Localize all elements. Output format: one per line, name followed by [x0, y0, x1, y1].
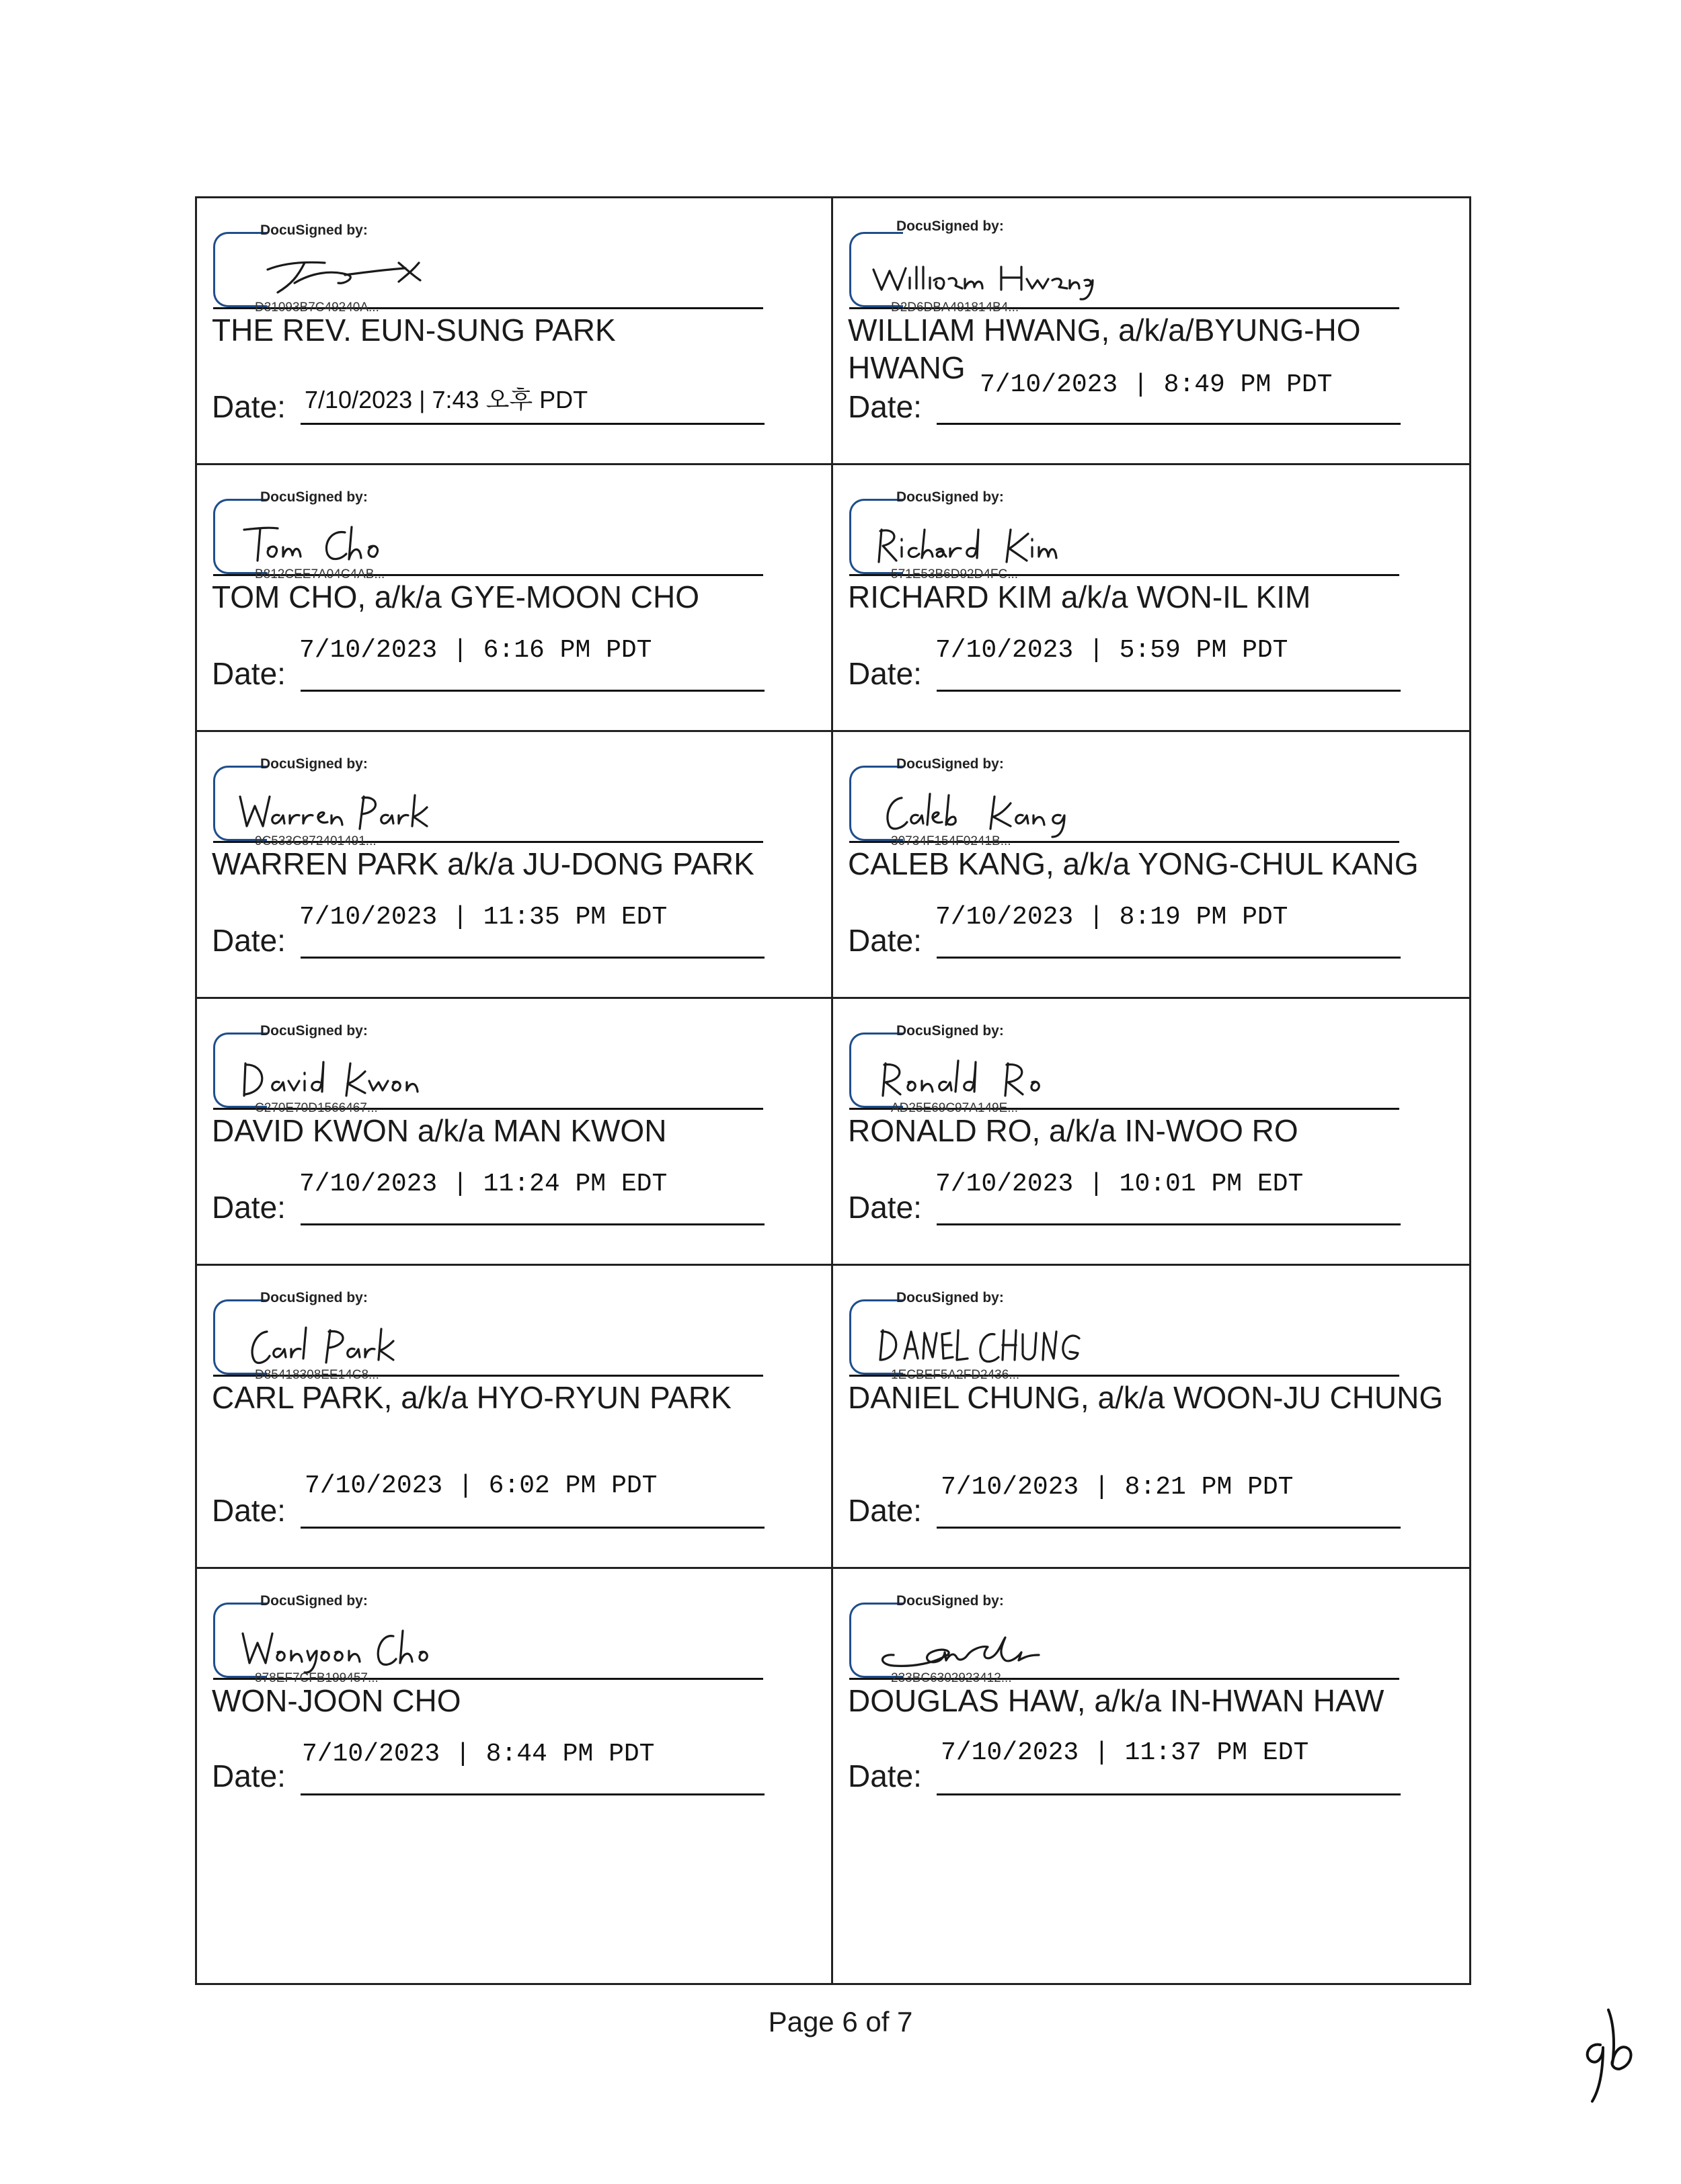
signed-date: 7/10/2023 | 11:24 PM EDT: [299, 1170, 668, 1199]
date-label: Date:: [848, 389, 922, 424]
date-line: [937, 423, 1401, 425]
date-label: Date:: [212, 923, 286, 958]
signer-name: RONALD RO, a/k/a IN-WOO RO: [848, 1113, 1298, 1148]
handwritten-signature: [867, 1043, 1109, 1104]
signed-date: 7/10/2023 | 10:01 PM EDT: [935, 1170, 1304, 1199]
docusigned-label: DocuSigned by:: [260, 1593, 368, 1609]
signed-date: 7/10/2023 | 5:59 PM PDT: [935, 636, 1288, 665]
date-label: Date:: [848, 1493, 922, 1528]
signature-block: [833, 999, 1469, 1266]
handwritten-signature: [867, 1613, 1109, 1674]
signed-date: 7/10/2023 | 8:21 PM PDT: [941, 1473, 1294, 1502]
signature-block: [197, 465, 833, 732]
signature-block: [833, 465, 1469, 732]
date-label: Date:: [212, 1758, 286, 1793]
signature-table: [195, 196, 1471, 1985]
envelope-id: 878EF7CFB199457...: [255, 1671, 379, 1685]
envelope-id: D85418308EE14C8...: [255, 1368, 379, 1382]
date-label: Date:: [212, 1493, 286, 1528]
envelope-id: B812CEE7A04C4AB...: [255, 567, 385, 581]
date-label: Date:: [848, 1190, 922, 1225]
handwritten-signature: [231, 776, 473, 837]
signature-block: [197, 999, 833, 1266]
signer-name: CALEB KANG, a/k/a YONG-CHUL KANG: [848, 846, 1419, 881]
date-line: [937, 1223, 1401, 1225]
envelope-id: 30734F154F0241B...: [891, 834, 1011, 848]
signature-block: [197, 732, 833, 999]
signer-name: CARL PARK, a/k/a HYO-RYUN PARK: [212, 1380, 732, 1415]
signature-block: [197, 1569, 833, 1983]
signer-name: THE REV. EUN-SUNG PARK: [212, 313, 616, 348]
envelope-id: D2D6DBA491814B4...: [891, 300, 1019, 315]
docusigned-label: DocuSigned by:: [896, 489, 1004, 505]
handwritten-signature: [231, 1310, 473, 1371]
signed-date: 7/10/2023 | 7:43 오후 PDT: [305, 386, 588, 413]
docusigned-label: DocuSigned by:: [896, 756, 1004, 772]
signer-name: DAVID KWON a/k/a MAN KWON: [212, 1113, 667, 1148]
docusigned-label: DocuSigned by:: [260, 489, 368, 505]
signer-name: WILLIAM HWANG, a/k/a/BYUNG-HO HWANG: [848, 313, 1361, 385]
docusigned-label: DocuSigned by:: [896, 218, 1004, 234]
date-line: [301, 1793, 765, 1795]
date-line: [937, 957, 1401, 959]
date-label: Date:: [212, 389, 286, 424]
signed-date: 7/10/2023 | 8:19 PM PDT: [935, 903, 1288, 932]
date-line: [301, 1223, 765, 1225]
docusigned-label: DocuSigned by:: [260, 1023, 368, 1039]
date-line: [301, 423, 765, 425]
signed-date: 7/10/2023 | 11:35 PM EDT: [299, 903, 668, 932]
envelope-id: 233BC6302923412...: [891, 1671, 1012, 1685]
handwritten-signature: [231, 243, 473, 303]
envelope-id: C270E70D1566467...: [255, 1101, 378, 1115]
handwritten-initials: [1573, 2003, 1647, 2117]
docusigned-label: DocuSigned by:: [896, 1290, 1004, 1305]
date-label: Date:: [848, 1758, 922, 1793]
date-line: [937, 1793, 1401, 1795]
signer-name: TOM CHO, a/k/a GYE-MOON CHO: [212, 579, 699, 614]
handwritten-signature: [867, 510, 1109, 570]
signature-block: [833, 732, 1469, 999]
date-line: [301, 690, 765, 692]
signed-date: 7/10/2023 | 8:49 PM PDT: [980, 370, 1333, 399]
handwritten-signature: [231, 1043, 473, 1104]
date-line: [937, 690, 1401, 692]
date-line: [937, 1527, 1401, 1529]
envelope-id: 571E53B6D92D4FC...: [891, 567, 1019, 581]
handwritten-signature: [231, 1613, 473, 1674]
handwritten-signature: [867, 776, 1109, 837]
date-label: Date:: [212, 1190, 286, 1225]
signer-name: DOUGLAS HAW, a/k/a IN-HWAN HAW: [848, 1683, 1384, 1718]
signature-block: [197, 1266, 833, 1569]
docusigned-label: DocuSigned by:: [260, 756, 368, 772]
handwritten-signature: [867, 243, 1109, 303]
envelope-id: AD25E69C97A149E...: [891, 1101, 1019, 1115]
signature-block: [833, 198, 1469, 465]
date-label: Date:: [212, 656, 286, 691]
envelope-id: 1ECBEF5A2FD2436...: [891, 1368, 1020, 1382]
date-line: [301, 957, 765, 959]
signer-name: WON-JOON CHO: [212, 1683, 461, 1718]
signer-name: RICHARD KIM a/k/a WON-IL KIM: [848, 579, 1311, 614]
signer-name: DANIEL CHUNG, a/k/a WOON-JU CHUNG: [848, 1380, 1444, 1415]
date-line: [301, 1527, 765, 1529]
signed-date: 7/10/2023 | 6:16 PM PDT: [299, 636, 652, 665]
signer-name: WARREN PARK a/k/a JU-DONG PARK: [212, 846, 754, 881]
signature-block: [833, 1569, 1469, 1983]
date-label: Date:: [848, 923, 922, 958]
signed-date: 7/10/2023 | 8:44 PM PDT: [302, 1740, 655, 1769]
signature-block: [833, 1266, 1469, 1569]
docusigned-label: DocuSigned by:: [260, 1290, 368, 1305]
envelope-id: 9C533C872401491...: [255, 834, 377, 848]
docusigned-label: DocuSigned by:: [896, 1593, 1004, 1609]
signed-date: 7/10/2023 | 11:37 PM EDT: [941, 1738, 1309, 1767]
signature-block: [197, 198, 833, 465]
page-number: Page 6 of 7: [768, 2006, 913, 2037]
handwritten-signature: [231, 510, 473, 570]
docusigned-label: DocuSigned by:: [896, 1023, 1004, 1039]
docusigned-label: DocuSigned by:: [260, 223, 368, 238]
date-label: Date:: [848, 656, 922, 691]
handwritten-signature: [867, 1310, 1109, 1371]
envelope-id: D31093B7C49240A...: [255, 300, 379, 315]
signed-date: 7/10/2023 | 6:02 PM PDT: [305, 1471, 658, 1500]
